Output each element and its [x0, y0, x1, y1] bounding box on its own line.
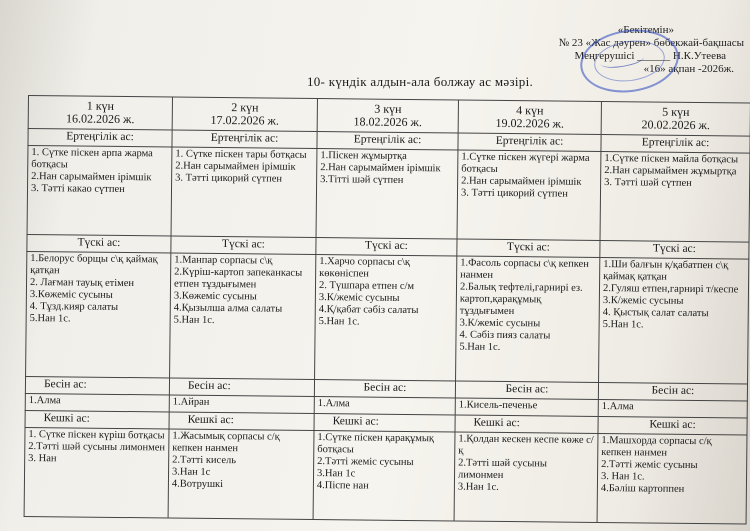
approval-date: «16» ақпан -2026ж. — [643, 63, 734, 75]
day-number: 1 күн — [86, 98, 115, 113]
day-number: 5 күн — [662, 104, 690, 119]
dinner-dishes: 1. Сүтке піскен күріш ботқасы 2.Тәтті шәй сусыны лимонмен 3. Нан — [24, 427, 169, 518]
page-title: 10- күндік алдын-ала болжау ас мәзірі. — [306, 74, 534, 89]
day-date: 18.02.2026 ж. — [353, 114, 422, 130]
snack-dishes: 1.Алма — [598, 399, 747, 418]
dinner-dishes: 1.Сүтке піскен қарақұмық ботқасы 2.Тәтті жеміс сусыны 3.Нан 1с 4.Піспе нан — [313, 431, 455, 521]
snack-dishes: 1.Алма — [314, 397, 455, 415]
breakfast-label: Ертеңгілік ас: — [601, 135, 750, 154]
dinner-label: Кешкі ас: — [25, 410, 169, 429]
snack-label: Бесін ас: — [598, 382, 747, 401]
day-header — [601, 102, 750, 137]
dinner-label: Кешкі ас: — [169, 412, 314, 431]
lunch-dishes: 1.Фасоль сорпасы с\қ кепкен нанмен 2.Балық тефтелі,гарнирі ез. картоп,қарақұмық тұздығымен 3.К/жеміс сусыны 4. Сәбіз пияз салаты 5.Нан 1с. — [456, 256, 600, 382]
day-date: 16.02.2026 ж. — [66, 111, 135, 127]
breakfast-dishes: 1.Сүтке піскен майла ботқасы 2.Нан сарымаймен жұмыртқа 3. Тәтті шәй сүтпен — [600, 152, 750, 243]
lunch-label: Түскі ас: — [457, 239, 600, 257]
approval-title: «Бекітемін» — [617, 24, 674, 36]
day-header — [172, 97, 317, 132]
dinner-row — [24, 427, 747, 524]
snack-dishes: 1.Айран — [169, 395, 314, 414]
lunch-dishes: 1.Манпар сорпасы с\қ 2.Күріш-картоп запеканкасы етпен тұздығымен 3.Көжеміс сусыны 4.Қызылша алма салаты 5.Нан 1с. — [170, 253, 316, 380]
snack-label: Бесін ас: — [25, 376, 169, 395]
breakfast-label: Ертеңгілік ас: — [458, 133, 601, 151]
breakfast-row — [27, 146, 750, 243]
breakfast-dishes: 1.Сүтке піскен жүгері жарма ботқасы 2.Нан сарымаймен ірімшік 3. Тәтті цикорий сүтпен — [457, 150, 601, 240]
lunch-dishes: 1.Ши балғын қ/қабатпен с\қ қаймақ қатқан 2.Гуляш етпен,гарнирі т/кеспе 3.К/жеміс сусыны 4. Қыстық салат салаты 5.Нан 1с. — [599, 257, 749, 384]
day-header — [317, 99, 458, 133]
breakfast-label: Ертеңгілік ас: — [28, 129, 172, 148]
lunch-dishes: 1.Белорус борщы с\қ қаймақ қатқан 2. Лағман тауық етімен 3.Көжеміс сусыны 4. Тұзд.кияр салаты 5.Нан 1с. — [26, 251, 171, 378]
day-number: 4 күн — [516, 103, 544, 118]
dinner-label: Кешкі ас: — [598, 416, 747, 435]
day-date: 20.02.2026 ж. — [641, 117, 710, 133]
snack-dishes: 1.Кисель-печенье — [455, 398, 598, 416]
lunch-label: Түскі ас: — [27, 234, 171, 253]
dinner-label: Кешкі ас: — [314, 414, 455, 432]
day-header — [28, 96, 172, 131]
dinner-dishes: 1.Жасымық сорпасы с/қ кепкен нанмен 2.Тәтті кисель 3.Нан 1с 4.Вотрушкі — [168, 429, 314, 520]
day-date: 17.02.2026 ж. — [210, 112, 279, 128]
day-date: 19.02.2026 ж. — [495, 115, 564, 131]
dinner-dishes: 1.Машхорда сорпасы с/қ кепкен нанмен 2.Тәтті жеміс сусыны 3. Нан 1с. 4.Бәліш картоппен — [597, 433, 747, 524]
lunch-label: Түскі ас: — [316, 238, 457, 256]
day-number: 2 күн — [231, 100, 259, 115]
dinner-dishes: 1.Қолдан кескен кеспе көже с/қ 2.Тәтті шәй сусыны лимонмен 3.Нан 1с. — [454, 432, 598, 522]
lunch-row — [26, 251, 749, 384]
breakfast-dishes: 1. Сүтке піскен тары ботқасы 2.Нан сарымаймен ірімшік 3. Тәтті цикорий сүтпен — [171, 147, 317, 238]
breakfast-dishes: 1. Сүтке піскен арпа жарма ботқасы 2.Нан сарымаймен ірімшік 3. Тәтті какао сүтпен — [27, 146, 172, 237]
breakfast-label: Ертеңгілік ас: — [317, 132, 458, 150]
lunch-dishes: 1.Харчо сорпасы с\қ көкөніспен 2. Түшпара етпен с/м 3.К/жеміс сусыны 4.Қ/қабат сәбіз салаты 5.Нан 1с. — [315, 255, 457, 381]
menu-table — [24, 95, 750, 525]
snack-dishes: 1.Алма — [25, 393, 169, 412]
day-header — [458, 100, 601, 134]
snack-label: Бесін ас: — [314, 380, 455, 398]
lunch-label: Түскі ас: — [171, 236, 316, 255]
breakfast-dishes: 1.Піскен жұмыртқа 2.Нан сарымаймен ірімшік 3.Тітті шәй сүтпен — [316, 149, 458, 239]
day-number: 3 күн — [374, 101, 402, 116]
breakfast-label: Ертеңгілік ас: — [172, 130, 317, 149]
snack-label: Бесін ас: — [455, 381, 598, 399]
snack-label: Бесін ас: — [169, 378, 314, 397]
dinner-label: Кешкі ас: — [455, 415, 598, 433]
approval-head: Меңгерушісі ______ Н.К.Утеева — [574, 50, 726, 62]
lunch-label: Түскі ас: — [600, 240, 749, 259]
approval-institution: № 23 «Жас дәурен» бөбекжай-бақшасы — [558, 37, 744, 49]
